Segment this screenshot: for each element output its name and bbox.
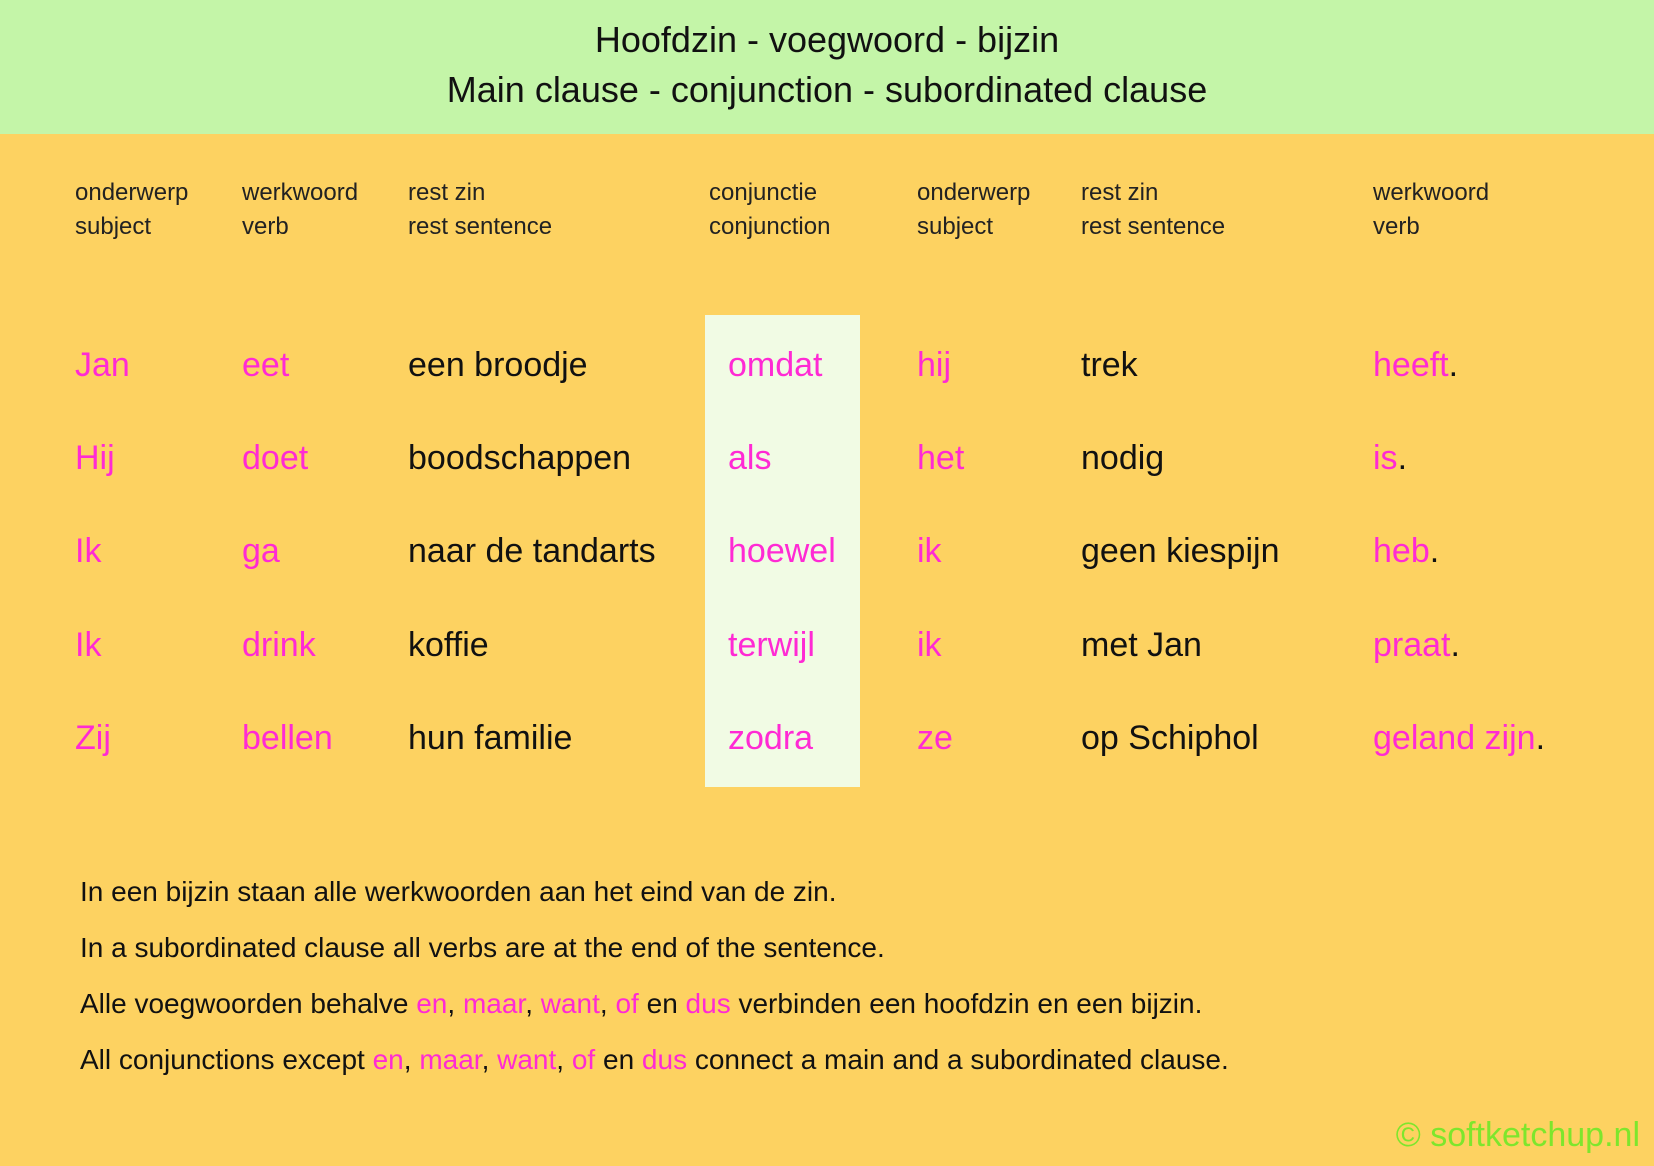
note-line-4: All conjunctions except en, maar, want, of en dus connect a main and a subordinated clause.	[80, 1044, 1229, 1075]
row-3-sub-rest: geen kiespijn	[1081, 532, 1280, 570]
title-banner	[0, 0, 1654, 134]
conjunction-word: maar	[419, 1044, 482, 1075]
column-header-sub-rest: rest zin rest sentence	[1081, 179, 1226, 240]
row-4-subject: Ik	[75, 626, 102, 664]
row-4-sub-subject: ik	[917, 626, 942, 664]
conjunction-word: of	[571, 1044, 596, 1075]
row-2-sub-subject: het	[917, 439, 965, 477]
conjunction-word: of	[615, 988, 639, 1019]
note-line-2: In a subordinated clause all verbs are at the end of the sentence.	[80, 932, 885, 963]
note-line-1: In een bijzin staan alle werkwoorden aan het eind van de zin.	[80, 876, 837, 907]
row-3-rest: naar de tandarts	[408, 532, 656, 570]
row-3-sub-verb-group	[1373, 531, 1439, 571]
conjunction-word: maar	[462, 988, 526, 1019]
row-2-sub-rest: nodig	[1081, 439, 1165, 477]
row-1-sub-verb: heeft	[1373, 346, 1449, 384]
column-header-rest: rest zin rest sentence	[408, 179, 553, 240]
row-2-sub-verb-group	[1373, 438, 1407, 478]
row-3-period: .	[1429, 532, 1440, 570]
row-2-rest: boodschappen	[408, 439, 632, 477]
row-3-subject: Ik	[75, 532, 102, 570]
conjunction-word: dus	[641, 1044, 688, 1075]
row-5-sub-verb: geland zijn	[1373, 719, 1536, 757]
row-1-rest: een broodje	[408, 346, 588, 384]
row-3-conjunction: hoewel	[728, 532, 836, 570]
row-5-conjunction: zodra	[728, 719, 814, 757]
row-2-period: .	[1397, 439, 1408, 477]
column-header-sub-verb: werkwoord verb	[1373, 179, 1490, 240]
row-2-subject: Hij	[75, 439, 115, 477]
row-5-sub-rest: op Schiphol	[1081, 719, 1259, 757]
title-dutch: Hoofdzin - voegwoord - bijzin	[594, 19, 1060, 60]
column-header-subject: onderwerp subject	[75, 179, 189, 240]
row-1-sub-verb-group	[1373, 345, 1458, 385]
conjunction-word: en	[372, 1044, 404, 1075]
row-4-conjunction: terwijl	[728, 626, 815, 664]
row-2-conjunction: als	[728, 439, 772, 477]
row-5-verb: bellen	[242, 719, 333, 757]
column-header-conjunction: conjunctie conjunction	[709, 179, 831, 240]
row-4-sub-rest: met Jan	[1081, 626, 1202, 664]
row-2-verb: doet	[242, 439, 309, 477]
row-5-sub-verb-group	[1373, 718, 1545, 758]
column-header-sub-subject: onderwerp subject	[917, 179, 1031, 240]
row-4-verb: drink	[242, 626, 316, 664]
note-line-3: Alle voegwoorden behalve en, maar, want, of en dus verbinden een hoofdzin en een bijzin.	[80, 988, 1203, 1019]
row-4-sub-verb-group	[1373, 625, 1460, 665]
conjunction-word: want	[540, 988, 600, 1019]
row-2-sub-verb: is	[1373, 439, 1398, 477]
row-1-sub-subject: hij	[917, 346, 952, 384]
row-5-rest: hun familie	[408, 719, 573, 757]
row-3-sub-subject: ik	[917, 532, 942, 570]
row-4-sub-verb: praat	[1373, 626, 1451, 664]
row-1-verb: eet	[242, 346, 290, 384]
row-5-subject: Zij	[75, 719, 111, 757]
copyright-footer: © softketchup.nl	[1395, 1116, 1640, 1154]
conjunction-word: dus	[685, 988, 731, 1019]
row-5-sub-subject: ze	[917, 719, 953, 757]
row-3-verb: ga	[242, 532, 280, 570]
conjunction-word: en	[416, 988, 448, 1019]
row-1-sub-rest: trek	[1081, 346, 1138, 384]
row-4-period: .	[1450, 626, 1460, 664]
title-english: Main clause - conjunction - subordinated clause	[446, 69, 1208, 110]
row-3-sub-verb: heb	[1373, 532, 1430, 570]
conjunction-word: want	[497, 1044, 557, 1075]
row-1-conjunction: omdat	[728, 346, 823, 384]
row-5-period: .	[1535, 719, 1546, 757]
row-1-period: .	[1448, 346, 1459, 384]
row-1-subject: Jan	[75, 346, 130, 384]
explanation-notes	[80, 864, 1229, 1088]
row-4-rest: koffie	[408, 626, 489, 664]
column-header-verb: werkwoord verb	[242, 179, 359, 240]
